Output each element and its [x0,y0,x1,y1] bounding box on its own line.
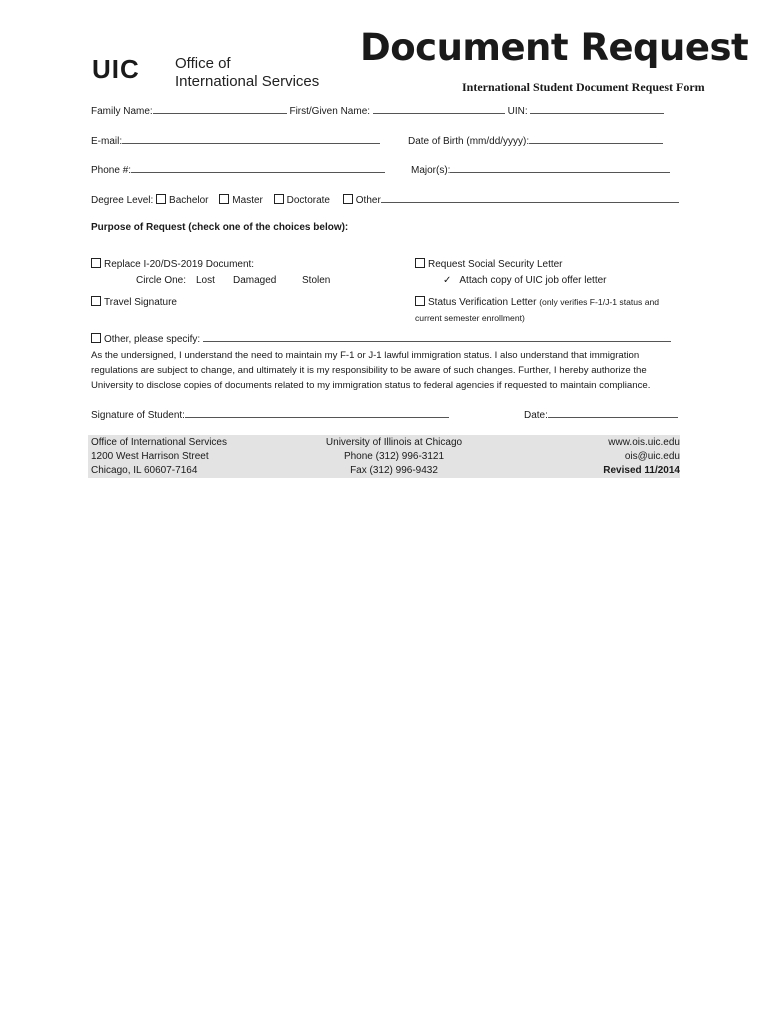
degree-row [91,193,679,206]
bachelor-label: Bachelor [169,195,209,206]
declaration-line-1: As the undersigned, I understand the need to maintain my F-1 or J-1 lawful immigration status. I also understand that immigration [91,350,640,361]
declaration-line-2: regulations are subject to change, and ultimately it is my responsibility to be aware of such changes. Further, I hereby authorize the [91,365,647,376]
date-field[interactable] [548,408,678,418]
master-label: Master [232,195,263,206]
checkmark-icon: ✓ [443,275,452,286]
replace-option [91,258,254,270]
damaged-option[interactable]: Damaged [233,275,277,286]
footer-revised: Revised 11/2014 [603,465,680,476]
phone-field[interactable] [131,163,385,173]
office-name [175,55,319,91]
footer-street: 1200 West Harrison Street [91,451,209,462]
page-title: Document Request [360,26,749,69]
uin-label: UIN: [507,106,528,117]
dob-label: Date of Birth (mm/dd/yyyy): [408,136,530,147]
declaration-line-3: University to disclose copies of documents related to my immigration status to federal agencies if requested to maintain compliance. [91,380,651,391]
footer-phone: Phone (312) 996-3121 [343,451,445,462]
degree-label: Degree Level: [91,195,154,206]
footer-website[interactable]: www.ois.uic.edu [608,437,680,448]
ssn-label: Request Social Security Letter [428,259,563,270]
office-line-2: International Services [175,73,320,90]
date-wrap [524,408,678,421]
uic-logo: UIC [92,54,140,84]
signature-field[interactable] [185,408,449,418]
other-degree-field[interactable] [381,193,679,203]
date-label: Date: [524,410,548,421]
footer-contact [603,436,680,478]
travel-checkbox[interactable] [91,296,101,306]
circle-one-label: Circle One: [136,275,187,286]
doctorate-checkbox[interactable] [274,194,284,204]
family-name-field[interactable] [153,104,287,114]
first-name-field[interactable] [373,104,505,114]
phone-wrap [91,163,385,176]
other-purpose-field[interactable] [203,332,671,342]
ssn-checkbox[interactable] [415,258,425,268]
footer-fax: Fax (312) 996-9432 [350,465,438,476]
declaration-text [91,348,681,393]
footer-address [91,436,227,478]
attach-row [443,275,607,286]
attach-label: Attach copy of UIC job offer letter [459,275,607,286]
status-checkbox[interactable] [415,296,425,306]
stolen-option[interactable]: Stolen [302,275,331,286]
dob-wrap [408,134,663,147]
status-option [415,296,659,308]
email-label-wrap [91,134,380,147]
status-note-2: current semester enrollment) [415,313,525,323]
other-degree-checkbox[interactable] [343,194,353,204]
majors-wrap [411,163,670,176]
other-degree-label: Other [355,195,381,206]
other-purpose-checkbox[interactable] [91,333,101,343]
doctorate-label: Doctorate [286,195,330,206]
email-label: E-mail: [91,136,123,147]
footer [88,435,680,478]
bachelor-checkbox[interactable] [156,194,166,204]
majors-field[interactable] [450,163,670,173]
replace-label: Replace I-20/DS-2019 Document: [104,259,255,270]
master-checkbox[interactable] [219,194,229,204]
phone-label: Phone #: [91,165,132,176]
ssn-option [415,258,563,270]
travel-option [91,296,177,308]
lost-option[interactable]: Lost [196,275,215,286]
other-purpose-label: Other, please specify: [104,334,201,345]
office-line-1: Office of [175,55,231,72]
footer-university [314,436,474,478]
majors-label: Major(s): [411,165,451,176]
footer-office: Office of International Services [91,437,227,448]
footer-city: Chicago, IL 60607-7164 [91,465,198,476]
travel-label: Travel Signature [104,297,177,308]
status-label: Status Verification Letter [428,297,537,308]
first-name-label: First/Given Name: [289,106,371,117]
form-subtitle: International Student Document Request Form [462,80,705,94]
family-name-label: Family Name: [91,106,153,117]
other-purpose-row [91,332,671,345]
replace-checkbox[interactable] [91,258,101,268]
status-note-1: (only verifies F-1/J-1 status and [539,297,660,307]
uin-field[interactable] [530,104,664,114]
signature-wrap [91,408,449,421]
dob-field[interactable] [529,134,663,144]
name-row [91,104,664,117]
signature-label: Signature of Student: [91,410,185,421]
purpose-heading: Purpose of Request (check one of the choices below): [91,222,349,233]
email-field[interactable] [122,134,380,144]
footer-uic: University of Illinois at Chicago [325,437,463,448]
footer-email[interactable]: ois@uic.edu [624,451,680,462]
